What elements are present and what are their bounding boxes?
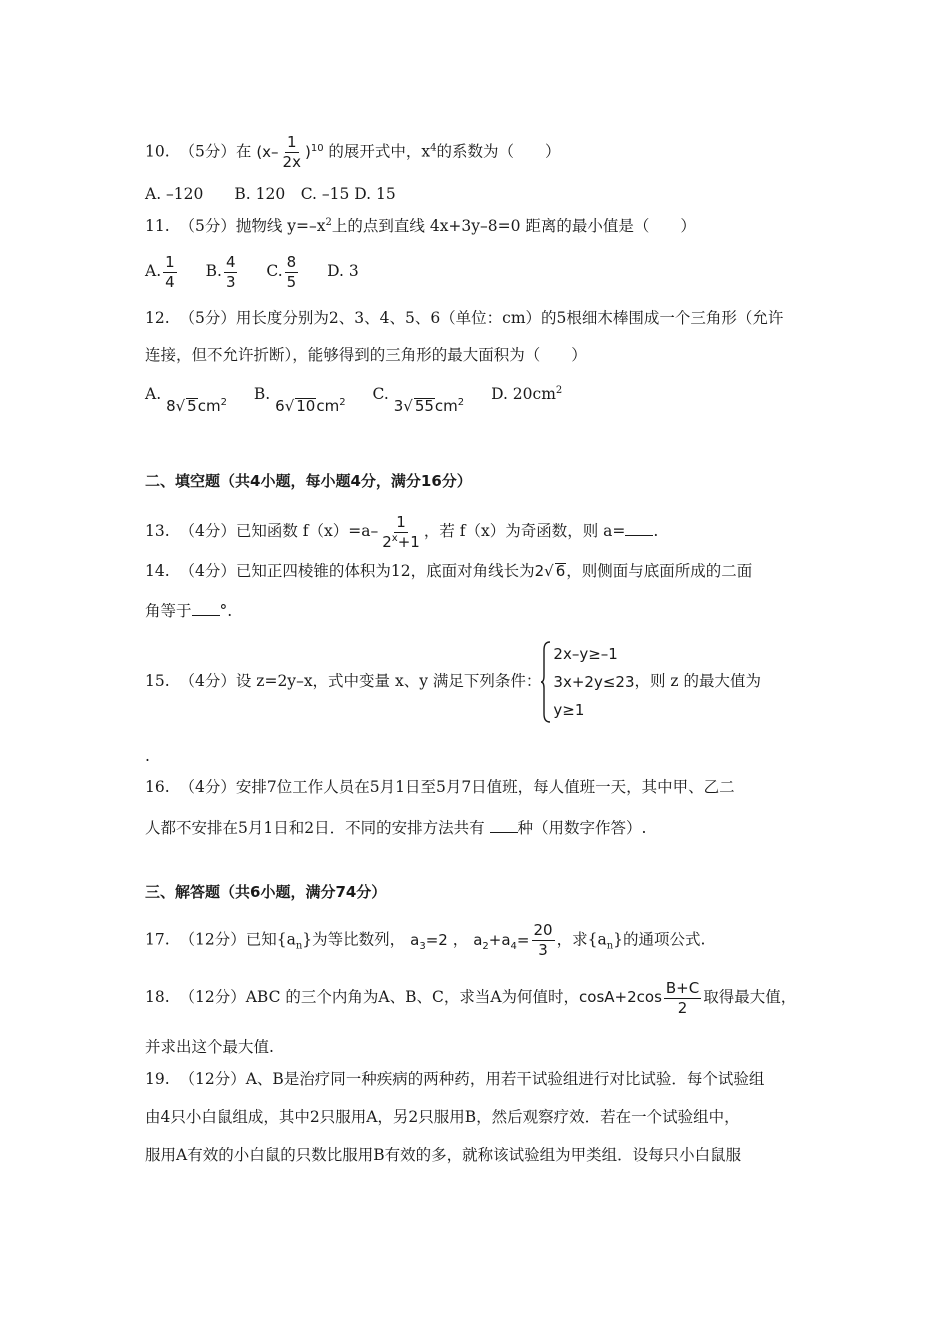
q12-d-unit-power: 2 xyxy=(555,384,563,396)
q10-frac-num: 1 xyxy=(286,133,297,151)
q12-line1: 12. （5分）用长度分别为2、3、4、5、6（单位：cm）的5根细木棒围成一个三角形（允许 xyxy=(145,309,784,327)
q12-option-a: A. 8√ $5cm^2$ xyxy=(145,385,227,415)
q14-line2a: 角等于 xyxy=(145,602,192,620)
q11-option-a xyxy=(145,254,179,290)
q12-b-radicand: 10 xyxy=(296,397,316,415)
q17-a2-sub: 2 xyxy=(482,940,489,952)
q12-c-label: C. xyxy=(372,385,389,403)
q14-radical: 2√ 6 xyxy=(534,562,566,580)
q15-constraint-2: 3x+2y≤23 xyxy=(553,673,635,691)
q11-option-d: D. 3 xyxy=(327,262,359,280)
q17-suffix-b: }的通项公式. xyxy=(613,930,706,949)
q15-end: . xyxy=(145,747,150,765)
q13-den-tail: +1 xyxy=(397,532,420,551)
q10-expr-open: (x– xyxy=(256,142,279,161)
q13-frac-num: 1 xyxy=(396,513,406,531)
q11-opt-c-frac xyxy=(285,254,299,290)
q14-line2 xyxy=(145,601,232,620)
q17-sub-n-2: n xyxy=(606,940,614,952)
q12-c-unit-power: 2 xyxy=(457,397,465,408)
q11-text-a: 11. （5分）抛物线 y=–x xyxy=(145,217,326,235)
q18-fraction xyxy=(664,980,701,1016)
q13-fraction xyxy=(380,514,422,550)
q14-line1a: 14. （4分）已知正四棱锥的体积为12，底面对角线长为 xyxy=(145,562,535,580)
q10-frac-den: 2x xyxy=(282,152,301,171)
q12-a-coef: 8 xyxy=(166,397,176,415)
q18-prefix: 18. （12分）ABC 的三个内角为A、B、C，求当A为何值时， xyxy=(145,988,580,1006)
q15-constraint-3: y≥1 xyxy=(553,701,585,719)
q11-opt-b-label: B. xyxy=(205,262,222,280)
q17-eq: = xyxy=(516,930,530,949)
q10-options: A. –120 B. 120 C. –15 D. 15 xyxy=(145,185,396,203)
q11-opt-b-frac xyxy=(224,254,238,290)
question-13 xyxy=(145,514,658,550)
q19-line3: 服用A有效的小白鼠的只数比服用B有效的多，就称该试验组为甲类组．设每只小白鼠服 xyxy=(145,1146,742,1164)
q12-a-radicand: 5 xyxy=(187,397,197,415)
q18-suffix: 取得最大值， xyxy=(703,988,797,1006)
q19-line2: 由4只小白鼠组成，其中2只服用A，另2只服用B，然后观察疗效．若在一个试验组中， xyxy=(145,1108,740,1126)
q10-x-power: 4 xyxy=(430,142,437,154)
q12-a-unit-power: 2 xyxy=(220,397,227,408)
q10-prefix: 10. （5分）在 xyxy=(145,142,252,161)
q11-opt-c-label: C. xyxy=(266,262,283,280)
q17-fraction xyxy=(532,922,555,958)
q12-b-label: B. xyxy=(253,385,271,403)
q12-option-c: C. 3√ $55cm^2$ xyxy=(372,385,465,415)
q17-a4-sub: 4 xyxy=(510,940,517,952)
q17-frac-num: 20 xyxy=(533,921,553,939)
q12-option-d xyxy=(491,384,563,403)
q17-a3: a xyxy=(410,930,420,949)
q15-prefix: 15. （4分）设 z=2y–x，式中变量 x、y 满足下列条件： xyxy=(145,672,542,690)
q11-opt-a-num: 1 xyxy=(165,253,175,271)
q15-suffix: ，则 z 的最大值为 xyxy=(634,672,762,690)
q12-a-unit: cm xyxy=(197,397,221,415)
q13-prefix: 13. （4分）已知函数 f（x）=a– xyxy=(145,522,379,540)
q17-prefix: 17. （12分）已知{a xyxy=(145,930,296,949)
q11-text-b: 上的点到直线 4x+3y–8=0 距离的最小值是（ ） xyxy=(331,217,696,235)
q18-frac-num: B+C xyxy=(665,979,700,997)
q17-frac-den: 3 xyxy=(538,940,548,959)
q15-constraint-1: 2x–y≥–1 xyxy=(553,645,618,663)
q18-expr: cosA+2cos xyxy=(579,988,662,1006)
q16-line2a: 人都不安排在5月1日和2日．不同的安排方法共有 xyxy=(145,819,490,837)
q10-suffix: 的展开式中，x xyxy=(328,142,431,161)
q14-line1 xyxy=(145,563,752,580)
q14-line2b: °. xyxy=(219,602,233,620)
q13-end: . xyxy=(653,522,659,540)
q17-a2: a xyxy=(473,930,483,949)
q16-line2 xyxy=(145,818,646,837)
q10-fraction xyxy=(281,134,303,170)
q18-line1 xyxy=(145,980,796,1016)
q15-constraint-system xyxy=(541,640,634,724)
q12-d-text: D. 20cm xyxy=(491,385,556,403)
q12-c-unit: cm xyxy=(434,397,458,415)
q11-opt-a-label: A. xyxy=(145,262,162,280)
q11-option-b xyxy=(206,254,240,290)
q17-sum-expr xyxy=(473,921,556,959)
q17-comma: ， xyxy=(452,930,469,949)
question-17 xyxy=(145,922,705,958)
q14-answer-blank[interactable] xyxy=(192,601,220,616)
q19-line1: 19. （12分）A、B是治疗同一种疾病的两种药，用若干试验组进行对比试验．每个试验组 xyxy=(145,1070,765,1088)
q17-a3-expr xyxy=(410,930,448,952)
q12-option-b: B. 6√ $10cm^2$ xyxy=(253,385,346,415)
q16-line2b: 种（用数字作答）. xyxy=(517,819,647,837)
q17-plus: +a xyxy=(488,930,511,949)
q11-option-c xyxy=(266,254,300,290)
q17-suffix-a: ，求{a xyxy=(556,930,607,949)
q10-expression xyxy=(256,133,328,171)
q12-c-coef: 3 xyxy=(393,397,404,415)
q13-den-base: 2 xyxy=(382,532,392,551)
q11-options xyxy=(145,254,381,290)
q13-suffix: ，若 f（x）为奇函数，则 a= xyxy=(423,522,626,540)
q12-line2: 连接，但不允许折断），能够得到的三角形的最大面积为（ ） xyxy=(145,346,587,364)
q10-suffix2: 的系数为（ ） xyxy=(436,142,561,161)
q12-b-unit: cm xyxy=(316,397,340,415)
q11-opt-b-num: 4 xyxy=(225,253,236,271)
q16-answer-blank[interactable] xyxy=(490,818,518,833)
q17-a3-val: =2 xyxy=(425,930,448,949)
q17-a3-sub: 3 xyxy=(419,940,426,952)
q11-opt-c-den: 5 xyxy=(286,272,297,291)
q18-frac-den: 2 xyxy=(677,998,688,1017)
q18-line2: 并求出这个最大值. xyxy=(145,1038,274,1056)
q12-options xyxy=(145,384,584,415)
left-brace-icon xyxy=(541,640,551,724)
q11-opt-a-den: 4 xyxy=(165,272,175,291)
q10-expr-close: ) xyxy=(304,142,311,161)
q14-radicand: 6 xyxy=(555,562,566,580)
q11-opt-b-den: 3 xyxy=(225,272,236,291)
q16-line1: 16. （4分）安排7位工作人员在5月1日至5月7日值班，每人值班一天，其中甲、乙二 xyxy=(145,778,735,796)
question-15 xyxy=(145,640,761,724)
section-2-heading: 二、填空题（共4小题，每小题4分，满分16分） xyxy=(145,472,472,490)
q12-a-label: A. xyxy=(145,385,162,403)
q13-den-power: x xyxy=(391,532,398,544)
q13-frac-den xyxy=(380,533,422,551)
q12-c-radicand: 55 xyxy=(414,397,434,415)
section-3-heading: 三、解答题（共6小题，满分74分） xyxy=(145,883,387,901)
q13-answer-blank[interactable] xyxy=(625,521,653,536)
q17-sub-n: n xyxy=(295,940,303,952)
q14-coef: 2 xyxy=(534,562,545,580)
q11-opt-c-num: 8 xyxy=(286,253,297,271)
q14-line1b: ，则侧面与底面所成的二面 xyxy=(566,562,753,580)
q11-square: 2 xyxy=(325,216,332,228)
q12-b-coef: 6 xyxy=(275,397,285,415)
q11-opt-a-frac xyxy=(163,254,177,290)
q17-mid: }为等比数列， xyxy=(302,930,406,949)
q10-power: 10 xyxy=(310,142,324,154)
question-11 xyxy=(145,216,696,235)
q12-b-unit-power: 2 xyxy=(339,397,346,408)
question-10 xyxy=(145,134,560,170)
